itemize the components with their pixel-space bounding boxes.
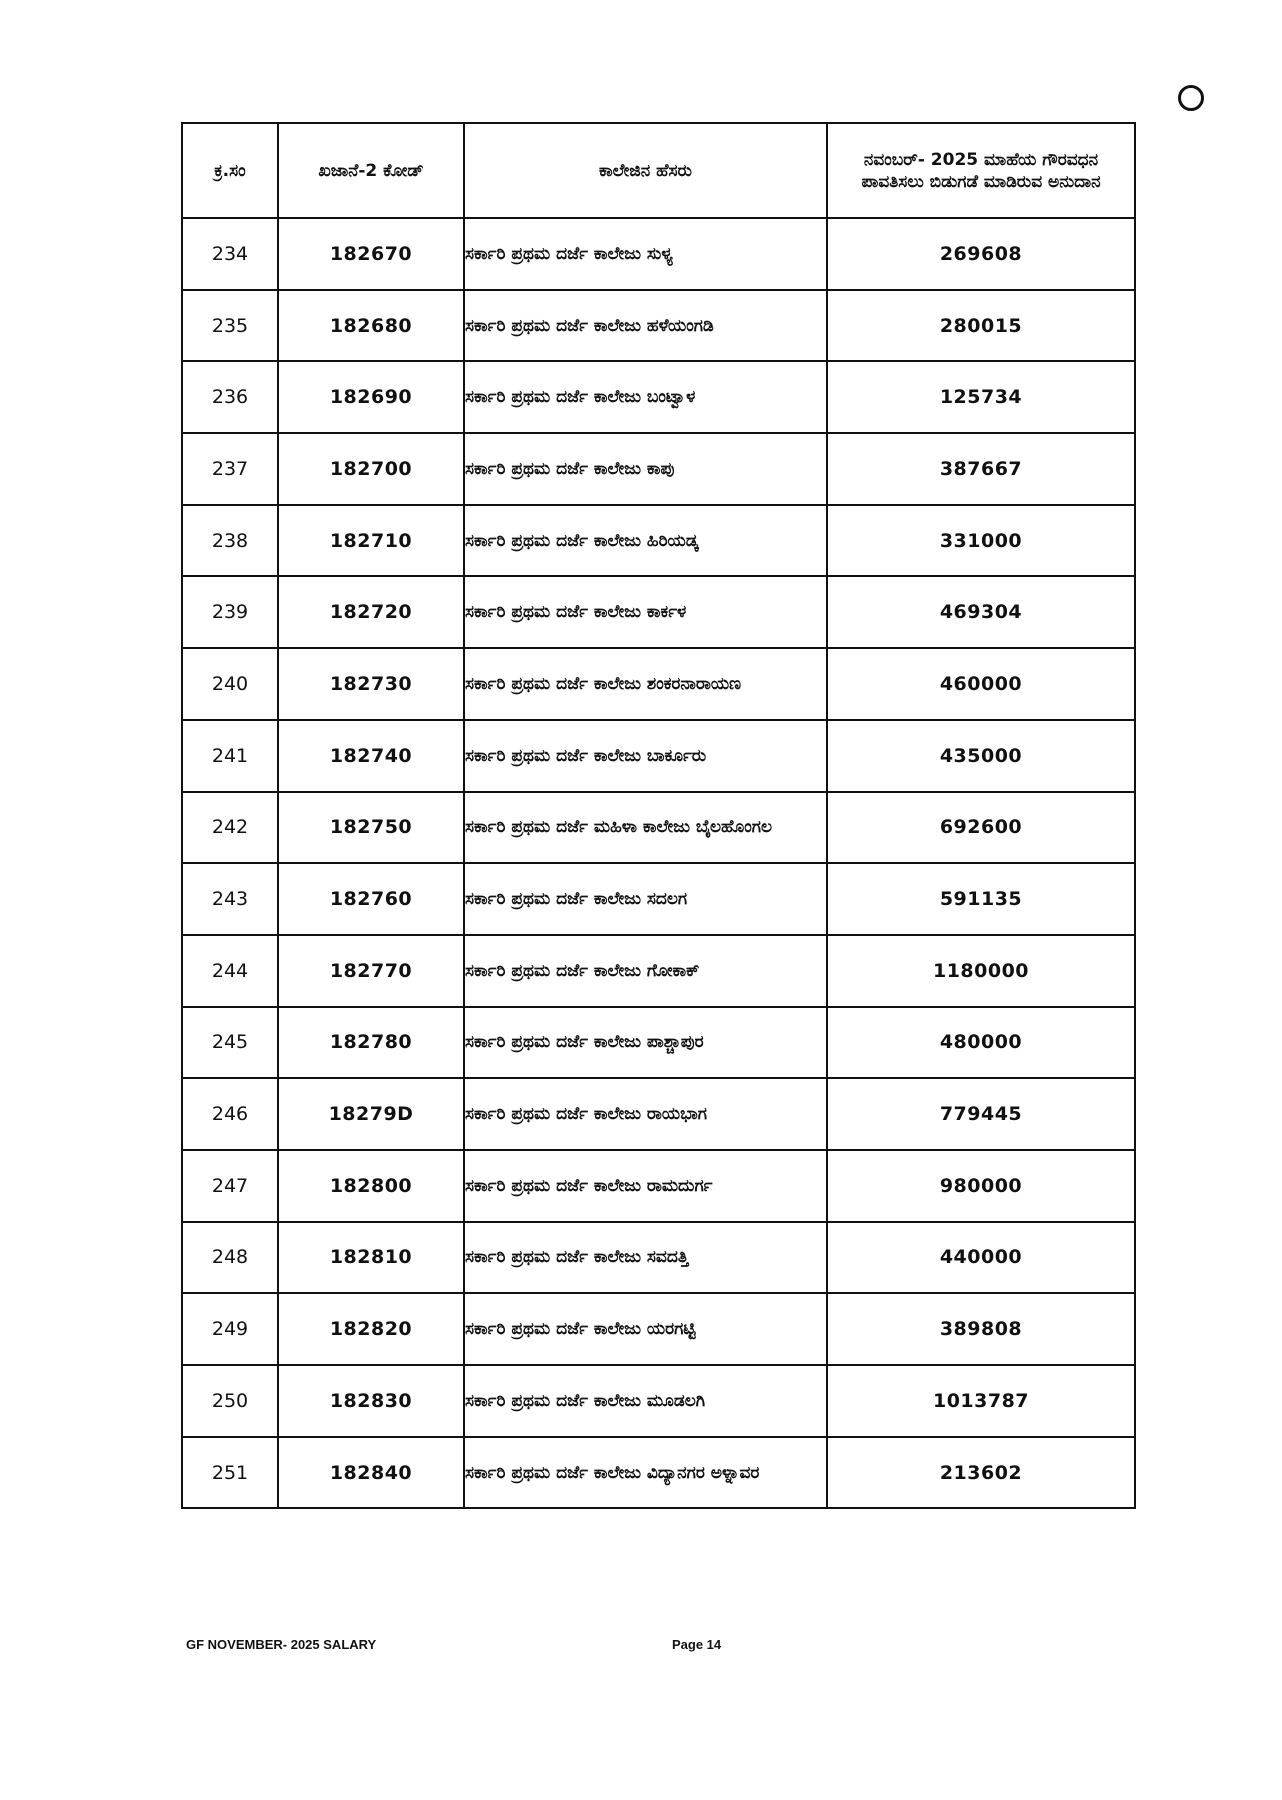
treasury-code-cell: 182750: [278, 792, 464, 864]
grant-amount-cell: 980000: [827, 1150, 1135, 1222]
treasury-code-cell: 182810: [278, 1222, 464, 1294]
table-row: [182, 361, 1135, 433]
college-name-cell: ಸರ್ಕಾರಿ ಪ್ರಥಮ ದರ್ಜೆ ಕಾಲೇಜು ರಾಮದುರ್ಗ: [464, 1150, 827, 1222]
serial-number-cell: 236: [182, 361, 278, 433]
treasury-code-cell: 182720: [278, 576, 464, 648]
serial-number-cell: 243: [182, 863, 278, 935]
college-name-cell: ಸರ್ಕಾರಿ ಪ್ರಥಮ ದರ್ಜೆ ಕಾಲೇಜು ರಾಯಭಾಗ: [464, 1078, 827, 1150]
treasury-code-cell: 182700: [278, 433, 464, 505]
header-treasury-code: ಖಜಾನೆ-2 ಕೋಡ್: [278, 123, 464, 218]
grant-amount-cell: 435000: [827, 720, 1135, 792]
treasury-code-cell: 182840: [278, 1437, 464, 1509]
table-row: [182, 1437, 1135, 1509]
treasury-code-cell: 182740: [278, 720, 464, 792]
serial-number-cell: 245: [182, 1007, 278, 1079]
table-row: [182, 792, 1135, 864]
treasury-code-cell: 182800: [278, 1150, 464, 1222]
table-row: [182, 576, 1135, 648]
serial-number-cell: 246: [182, 1078, 278, 1150]
table-row: [182, 648, 1135, 720]
table-row: [182, 720, 1135, 792]
table-row: [182, 1365, 1135, 1437]
treasury-code-cell: 182830: [278, 1365, 464, 1437]
college-name-cell: ಸರ್ಕಾರಿ ಪ್ರಥಮ ದರ್ಜೆ ಕಾಲೇಜು ಹಿರಿಯಡ್ಕ: [464, 505, 827, 577]
college-name-cell: ಸರ್ಕಾರಿ ಪ್ರಥಮ ದರ್ಜೆ ಕಾಲೇಜು ಹಳೆಯಂಗಡಿ: [464, 290, 827, 362]
grant-amount-cell: 213602: [827, 1437, 1135, 1509]
serial-number-cell: 242: [182, 792, 278, 864]
header-college-name: ಕಾಲೇಜಿನ ಹೆಸರು: [464, 123, 827, 218]
serial-number-cell: 250: [182, 1365, 278, 1437]
grant-amount-cell: 280015: [827, 290, 1135, 362]
grant-amount-cell: 269608: [827, 218, 1135, 290]
college-name-cell: ಸರ್ಕಾರಿ ಪ್ರಥಮ ದರ್ಜೆ ಕಾಲೇಜು ಬಾರ್ಕೂರು: [464, 720, 827, 792]
college-name-cell: ಸರ್ಕಾರಿ ಪ್ರಥಮ ದರ್ಜೆ ಕಾಲೇಜು ಶಂಕರನಾರಾಯಣ: [464, 648, 827, 720]
table-row: [182, 505, 1135, 577]
table-row: [182, 1222, 1135, 1294]
circle-mark-icon: [1178, 85, 1204, 111]
grant-amount-cell: 125734: [827, 361, 1135, 433]
serial-number-cell: 247: [182, 1150, 278, 1222]
grant-amount-cell: 440000: [827, 1222, 1135, 1294]
serial-number-cell: 238: [182, 505, 278, 577]
college-name-cell: ಸರ್ಕಾರಿ ಪ್ರಥಮ ದರ್ಜೆ ಕಾಲೇಜು ಪಾಶ್ಚಾಪುರ: [464, 1007, 827, 1079]
grant-amount-cell: 1013787: [827, 1365, 1135, 1437]
serial-number-cell: 251: [182, 1437, 278, 1509]
grant-amount-cell: 692600: [827, 792, 1135, 864]
footer-page-number: Page 14: [672, 1637, 722, 1652]
grant-table: [181, 122, 1136, 1509]
table-header-row: [182, 123, 1135, 218]
table-row: [182, 290, 1135, 362]
serial-number-cell: 248: [182, 1222, 278, 1294]
treasury-code-cell: 182760: [278, 863, 464, 935]
grant-amount-cell: 779445: [827, 1078, 1135, 1150]
college-name-cell: ಸರ್ಕಾರಿ ಪ್ರಥಮ ದರ್ಜೆ ಕಾಲೇಜು ಕಾರ್ಕಳ: [464, 576, 827, 648]
grant-amount-cell: 331000: [827, 505, 1135, 577]
table-row: [182, 1078, 1135, 1150]
serial-number-cell: 239: [182, 576, 278, 648]
college-name-cell: ಸರ್ಕಾರಿ ಪ್ರಥಮ ದರ್ಜೆ ಕಾಲೇಜು ಸವದತ್ತಿ: [464, 1222, 827, 1294]
college-name-cell: ಸರ್ಕಾರಿ ಪ್ರಥಮ ದರ್ಜೆ ಕಾಲೇಜು ಗೋಕಾಕ್: [464, 935, 827, 1007]
college-name-cell: ಸರ್ಕಾರಿ ಪ್ರಥಮ ದರ್ಜೆ ಕಾಲೇಜು ಕಾಪು: [464, 433, 827, 505]
serial-number-cell: 234: [182, 218, 278, 290]
college-name-cell: ಸರ್ಕಾರಿ ಪ್ರಥಮ ದರ್ಜೆ ಕಾಲೇಜು ವಿದ್ಯಾನಗರ ಅಳ್ನಾವರ: [464, 1437, 827, 1509]
table-row: [182, 935, 1135, 1007]
table-row: [182, 433, 1135, 505]
serial-number-cell: 235: [182, 290, 278, 362]
college-name-cell: ಸರ್ಕಾರಿ ಪ್ರಥಮ ದರ್ಜೆ ಮಹಿಳಾ ಕಾಲೇಜು ಬೈಲಹೊಂಗಲ: [464, 792, 827, 864]
table-row: [182, 1150, 1135, 1222]
serial-number-cell: 241: [182, 720, 278, 792]
treasury-code-cell: 18279D: [278, 1078, 464, 1150]
grant-amount-cell: 389808: [827, 1293, 1135, 1365]
serial-number-cell: 249: [182, 1293, 278, 1365]
serial-number-cell: 240: [182, 648, 278, 720]
table-row: [182, 1007, 1135, 1079]
treasury-code-cell: 182820: [278, 1293, 464, 1365]
table-row: [182, 218, 1135, 290]
footer-document-title: GF NOVEMBER- 2025 SALARY: [186, 1637, 377, 1652]
table-row: [182, 863, 1135, 935]
treasury-code-cell: 182770: [278, 935, 464, 1007]
header-grant-amount: ನವಂಬರ್- 2025 ಮಾಹೆಯ ಗೌರವಧನ ಪಾವತಿಸಲು ಬಿಡುಗಡೆ ಮಾಡಿರುವ ಅನುದಾನ: [827, 123, 1135, 218]
grant-amount-cell: 469304: [827, 576, 1135, 648]
treasury-code-cell: 182710: [278, 505, 464, 577]
college-name-cell: ಸರ್ಕಾರಿ ಪ್ರಥಮ ದರ್ಜೆ ಕಾಲೇಜು ಯರಗಟ್ಟಿ: [464, 1293, 827, 1365]
treasury-code-cell: 182680: [278, 290, 464, 362]
grant-amount-cell: 1180000: [827, 935, 1135, 1007]
treasury-code-cell: 182780: [278, 1007, 464, 1079]
grant-amount-cell: 591135: [827, 863, 1135, 935]
grant-amount-cell: 387667: [827, 433, 1135, 505]
serial-number-cell: 244: [182, 935, 278, 1007]
header-serial-number: ಕ್ರ.ಸಂ: [182, 123, 278, 218]
treasury-code-cell: 182670: [278, 218, 464, 290]
grant-amount-cell: 460000: [827, 648, 1135, 720]
table-row: [182, 1293, 1135, 1365]
treasury-code-cell: 182730: [278, 648, 464, 720]
college-name-cell: ಸರ್ಕಾರಿ ಪ್ರಥಮ ದರ್ಜೆ ಕಾಲೇಜು ಸುಳ್ಯ: [464, 218, 827, 290]
treasury-code-cell: 182690: [278, 361, 464, 433]
college-name-cell: ಸರ್ಕಾರಿ ಪ್ರಥಮ ದರ್ಜೆ ಕಾಲೇಜು ಸದಲಗ: [464, 863, 827, 935]
grant-amount-cell: 480000: [827, 1007, 1135, 1079]
college-name-cell: ಸರ್ಕಾರಿ ಪ್ರಥಮ ದರ್ಜೆ ಕಾಲೇಜು ಮೂಡಲಗಿ: [464, 1365, 827, 1437]
college-name-cell: ಸರ್ಕಾರಿ ಪ್ರಥಮ ದರ್ಜೆ ಕಾಲೇಜು ಬಂಟ್ವಾಳ: [464, 361, 827, 433]
serial-number-cell: 237: [182, 433, 278, 505]
